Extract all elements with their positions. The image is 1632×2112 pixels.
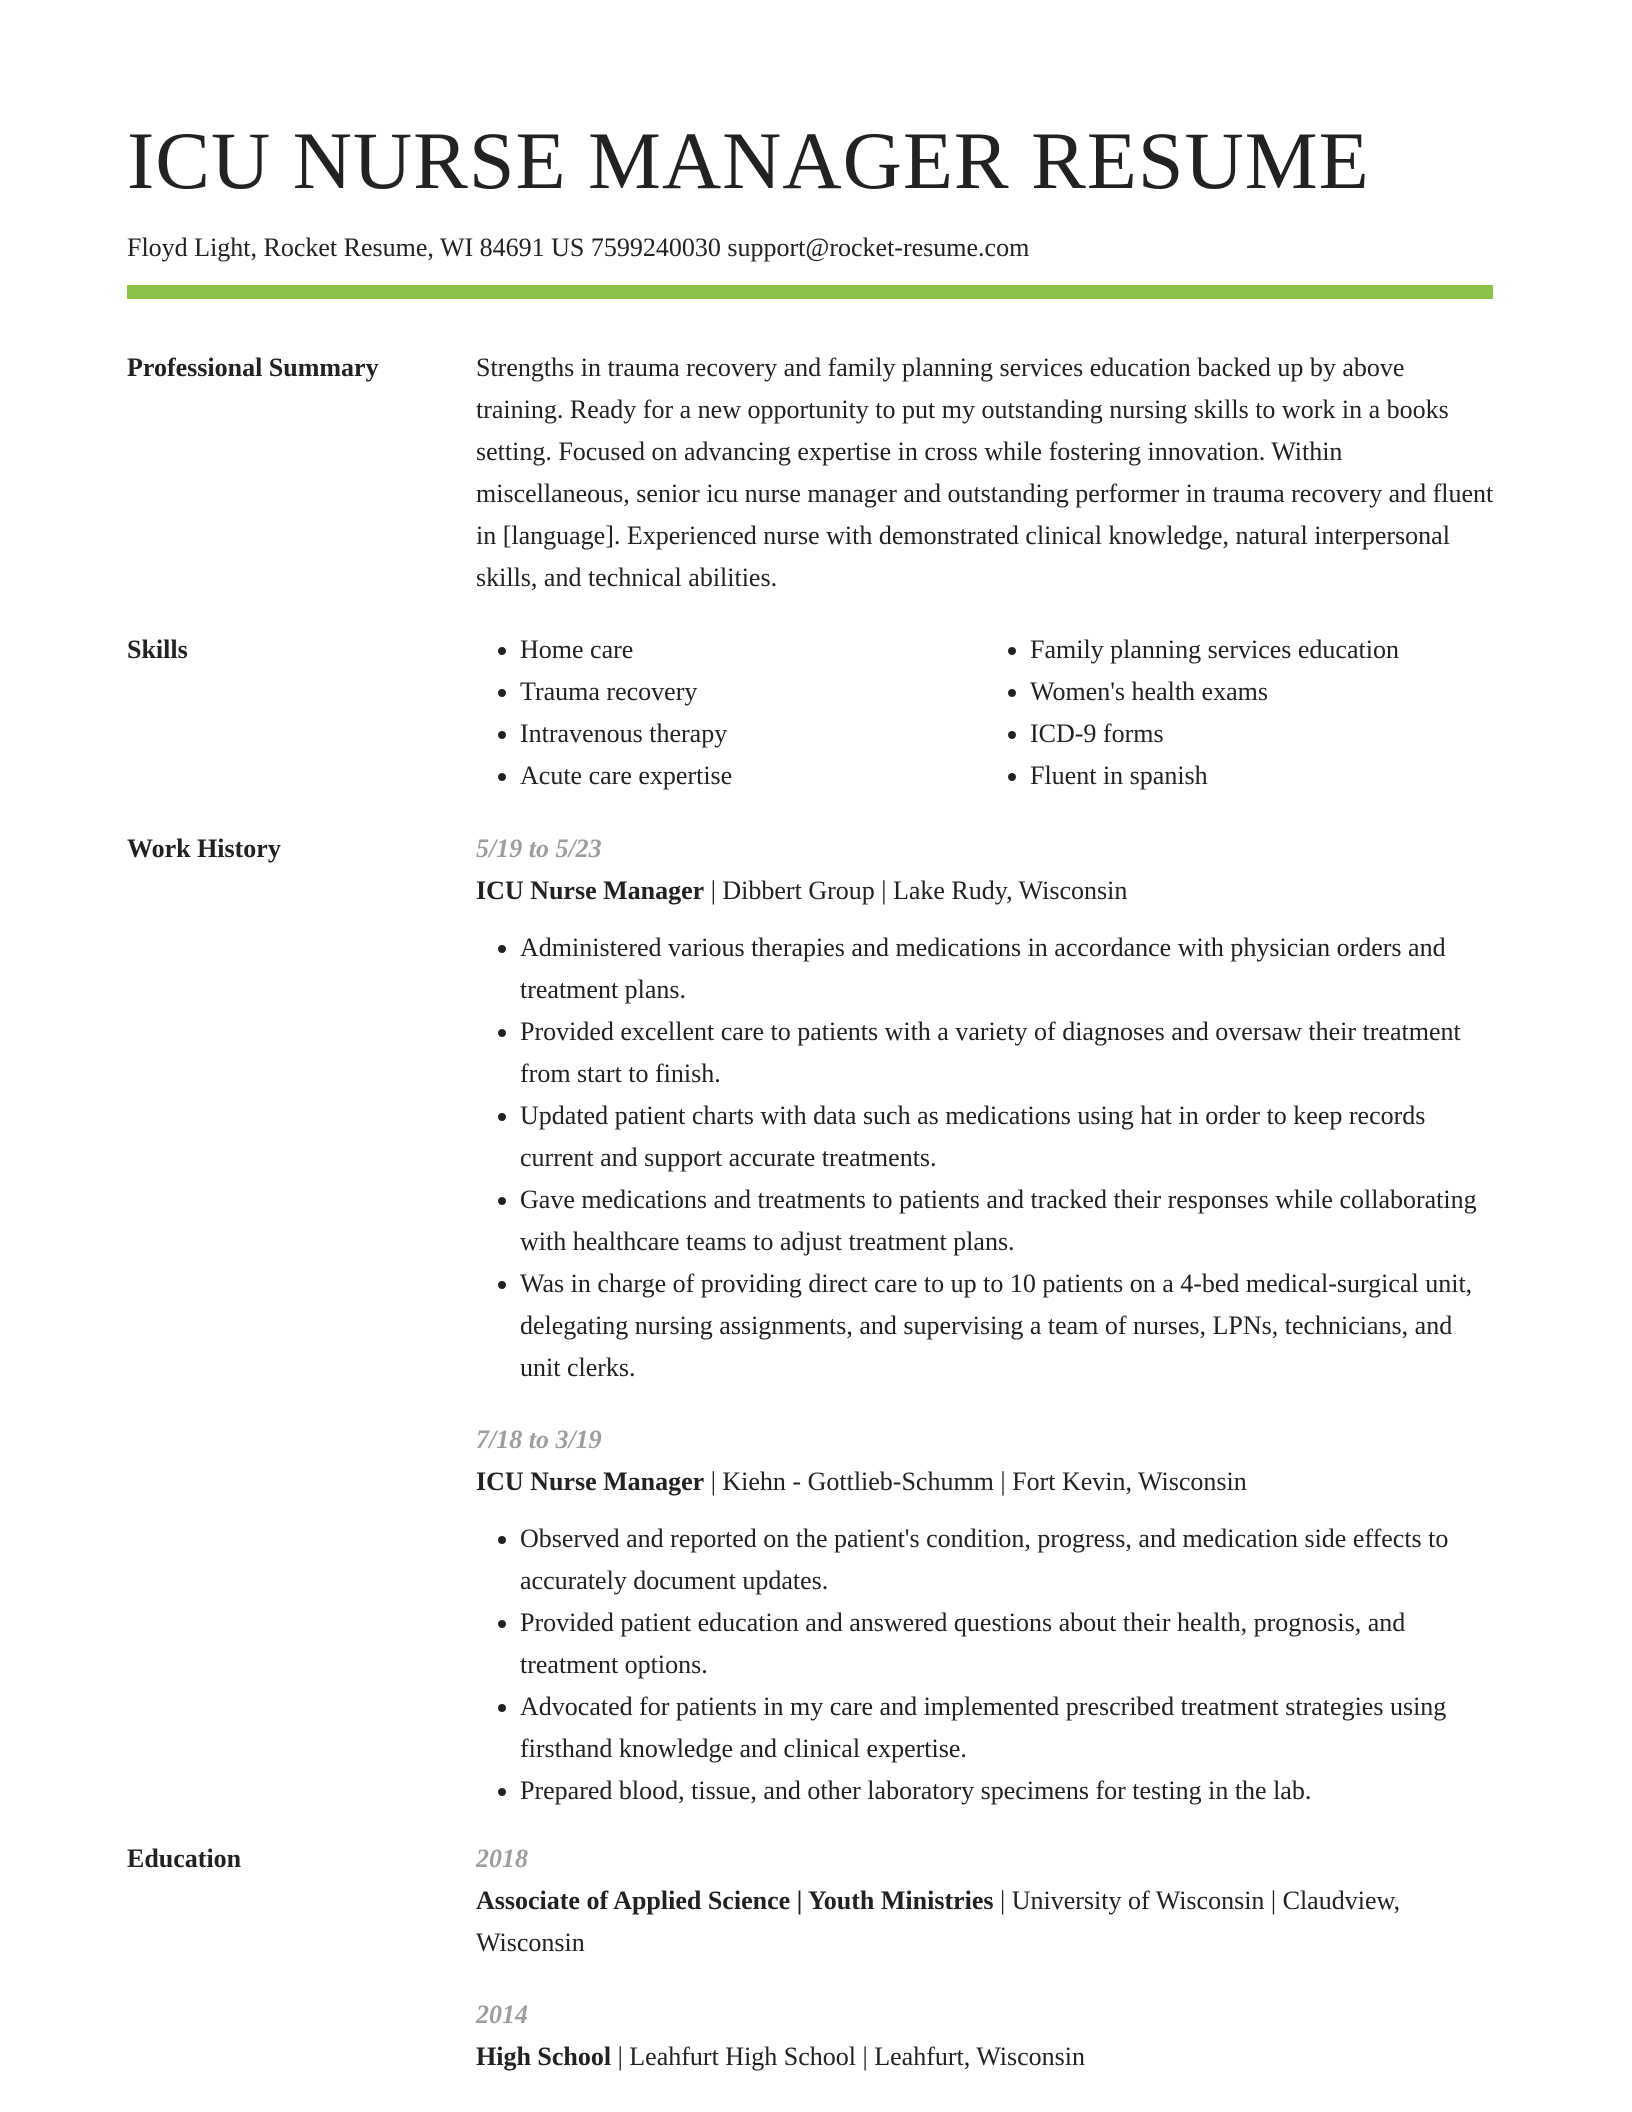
education-year: 2014 [476, 2000, 528, 2029]
job-entry [476, 828, 1496, 1389]
job-title: ICU Nurse Manager [476, 1467, 705, 1496]
education-heading-line [476, 1880, 1496, 1964]
skill-item: • Family planning services education [1030, 629, 1496, 671]
education-degree: Associate of Applied Science | Youth Ministries [476, 1886, 994, 1915]
skill-item: • Women's health exams [1030, 671, 1496, 713]
education-degree: High School [476, 2042, 612, 2071]
summary-heading: Professional Summary [127, 353, 379, 382]
job-bullet: • Was in charge of providing direct care to up to 10 patients on a 4-bed medical-surgical unit, delegating nursing assignments, and supervising a team of nurses, LPNs, technicians, and unit clerks. [520, 1263, 1496, 1389]
job-bullet: • Gave medications and treatments to patients and tracked their responses while collaborating with healthcare teams to adjust treatment plans. [520, 1179, 1496, 1263]
education-entry [476, 1838, 1496, 1964]
job-bullet-list [476, 1518, 1496, 1812]
education-heading: Education [127, 1844, 242, 1873]
job-bullet: • Advocated for patients in my care and implemented prescribed treatment strategies using firsthand knowledge and clinical expertise. [520, 1686, 1496, 1770]
education-details: | University of Wisconsin | Claudview, Wisconsin [476, 1886, 1401, 1957]
job-title: ICU Nurse Manager [476, 876, 705, 905]
header-divider [127, 285, 1493, 299]
skill-item: • Trauma recovery [520, 671, 986, 713]
work-history-body [476, 828, 1496, 1812]
education-body [476, 1838, 1496, 2078]
education-year: 2018 [476, 1844, 528, 1873]
job-dates: 5/19 to 5/23 [476, 834, 602, 863]
skill-item: • Fluent in spanish [1030, 755, 1496, 797]
job-heading [476, 870, 1496, 912]
skills-heading: Skills [127, 635, 188, 664]
page-title: ICU NURSE MANAGER RESUME [127, 115, 1370, 206]
skill-item: • Intravenous therapy [520, 713, 986, 755]
job-bullet: • Prepared blood, tissue, and other laboratory specimens for testing in the lab. [520, 1770, 1496, 1812]
skill-item: • ICD-9 forms [1030, 713, 1496, 755]
skills-list-left [476, 629, 986, 797]
skills-list-right [986, 629, 1496, 797]
job-details: | Kiehn - Gottlieb-Schumm | Fort Kevin, Wisconsin [704, 1467, 1247, 1496]
education-heading-line [476, 2036, 1496, 2078]
skills-columns [476, 629, 1496, 797]
skills-body [476, 629, 1496, 797]
job-bullet-list [476, 927, 1496, 1389]
skill-item: • Acute care expertise [520, 755, 986, 797]
work-history-heading: Work History [127, 834, 281, 863]
contact-line: Floyd Light, Rocket Resume, WI 84691 US 7599240030 support@rocket-resume.com [127, 233, 1030, 262]
job-bullet: • Provided patient education and answered questions about their health, prognosis, and treatment options. [520, 1602, 1496, 1686]
skill-item: • Home care [520, 629, 986, 671]
education-details: | Leahfurt High School | Leahfurt, Wisconsin [611, 2042, 1085, 2071]
job-details: | Dibbert Group | Lake Rudy, Wisconsin [704, 876, 1128, 905]
job-bullet: • Administered various therapies and medications in accordance with physician orders and treatment plans. [520, 927, 1496, 1011]
job-entry [476, 1419, 1496, 1812]
summary-body [476, 347, 1496, 599]
summary-text: Strengths in trauma recovery and family planning services education backed up by above training. Ready for a new opportunity to put my outstanding nursing skills to work in a books setting. Focused on advancing expertise in cross while fostering innovation. Within miscellaneous, senior icu nurse manager and outstanding performer in trauma recovery and fluent in [language]. Experienced nurse with demonstrated clinical knowledge, natural interpersonal skills, and technical abilities. [476, 353, 1494, 592]
job-bullet: • Observed and reported on the patient's condition, progress, and medication side effects to accurately document updates. [520, 1518, 1496, 1602]
job-bullet: • Updated patient charts with data such as medications using hat in order to keep records current and support accurate treatments. [520, 1095, 1496, 1179]
job-heading [476, 1461, 1496, 1503]
job-bullet: • Provided excellent care to patients with a variety of diagnoses and oversaw their treatment from start to finish. [520, 1011, 1496, 1095]
job-dates: 7/18 to 3/19 [476, 1425, 602, 1454]
education-entry [476, 1994, 1496, 2078]
